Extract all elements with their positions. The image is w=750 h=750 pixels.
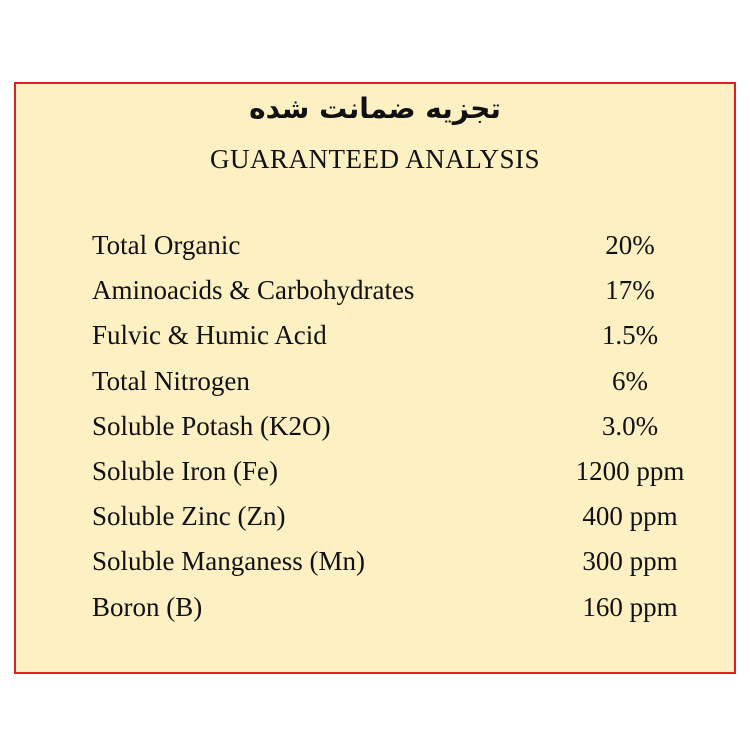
nutrient-value: 400 ppm (582, 501, 678, 532)
nutrient-name: Soluble Manganess (Mn) (92, 546, 365, 577)
analysis-row (16, 456, 734, 501)
analysis-row (16, 320, 734, 365)
nutrient-name: Total Organic (92, 230, 241, 260)
persian-title: تجزیه ضمانت شده (249, 92, 501, 125)
analysis-table (16, 230, 734, 637)
analysis-row (16, 366, 734, 411)
nutrient-value: 20% (605, 230, 655, 260)
nutrient-name: Fulvic & Humic Acid (92, 320, 327, 351)
analysis-row (16, 275, 734, 320)
nutrient-value: 160 ppm (582, 591, 678, 622)
nutrient-name: Soluble Zinc (Zn) (92, 501, 286, 532)
analysis-row (16, 592, 734, 637)
nutrient-value: 17% (605, 275, 655, 306)
nutrient-name: Soluble Potash (K2O) (92, 410, 331, 441)
analysis-row (16, 230, 734, 275)
nutrient-value: 1.5% (601, 320, 659, 351)
analysis-row (16, 546, 734, 591)
nutrient-name: Boron (B) (92, 591, 203, 622)
nutrient-name: Soluble Iron (Fe) (92, 455, 278, 486)
nutrient-value: 6% (612, 365, 648, 396)
nutrient-value: 300 ppm (582, 546, 678, 577)
english-title: GUARANTEED ANALYSIS (209, 144, 541, 174)
nutrient-value: 1200 ppm (575, 455, 685, 486)
nutrient-value: 3.0% (601, 410, 659, 441)
guaranteed-analysis-label (14, 82, 736, 674)
analysis-row (16, 501, 734, 546)
nutrient-name: Total Nitrogen (92, 365, 250, 396)
nutrient-name: Aminoacids & Carbohydrates (92, 275, 415, 306)
analysis-row (16, 411, 734, 456)
